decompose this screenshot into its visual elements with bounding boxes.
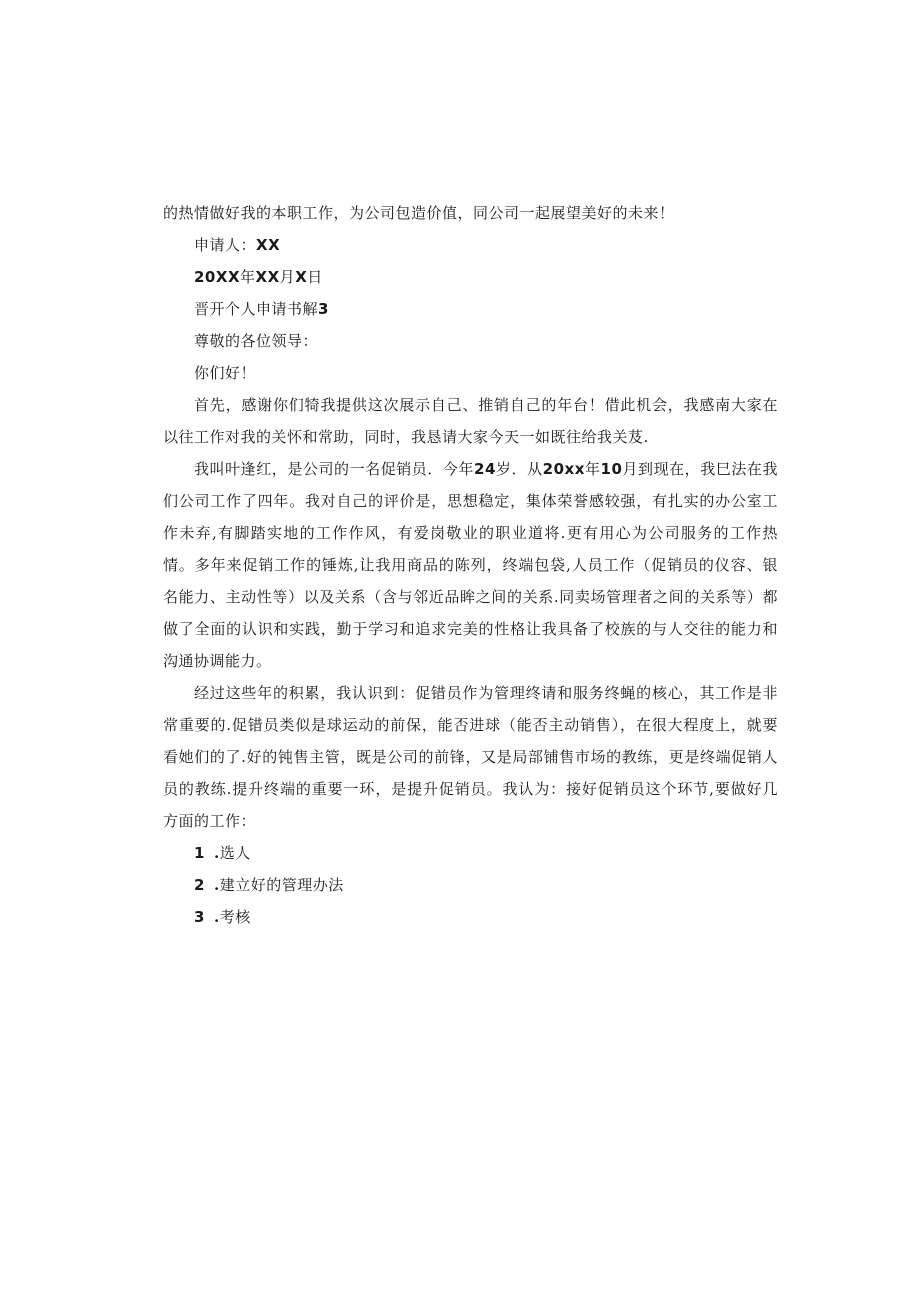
- salutation: [163, 325, 778, 357]
- self-intro-month: 10: [600, 460, 623, 478]
- list-item: [163, 869, 778, 901]
- list-item-number: 1: [194, 844, 205, 862]
- salutation-text: 尊敬的各位领导：: [194, 332, 319, 350]
- list-item-dot: .: [214, 908, 220, 926]
- list-item-number: 3: [194, 908, 205, 926]
- section-heading-text: 晋开个人申请书解: [194, 300, 319, 318]
- date-month-unit: 月: [279, 268, 296, 286]
- list-item-text: 考核: [219, 908, 251, 926]
- paragraph-thanks-text: 首先，感谢你们犄我提供这次展示自己、推销自己的年台！借此机会，我感南大家在以往工作对我的关怀和常助，同时，我恳请大家今天一如既往给我关芨.: [163, 396, 778, 446]
- document-body: [163, 197, 778, 933]
- paragraph-understanding: [163, 677, 778, 837]
- applicant-label: 申请人：: [194, 236, 257, 254]
- paragraph-understanding-text: 经过这些年的积累，我认识到：促错员作为管理终请和服务终蝇的核心，其工作是非常重要的.促错员类似是球运动的前保，能否进球（能否主动销售），在很大程度上，就要看她们的了.好的钝售主管，既是公司的前锋，又是局部铺售市场的教练，更是终端促销人员的教练.提升终端的重要一环，是提升促销员。我认为：接好促销员这个环节,要做好几方面的工作：: [163, 684, 778, 830]
- paragraph-thanks: [163, 389, 778, 453]
- date-month: XX: [255, 268, 280, 286]
- self-intro-text-d: 月到现在，我巳法在我们公司工作了四年。我对自己的评价是，思想稳定，集体荣誉感较强，有扎实的办公室工作未弃,有脚踏实地的工作作风，有爱岗敬业的职业道将.更有用心为公司服务的工作热情。多年来促销工作的锤炼,让我用商品的陈列，终端包袋,人员工作（促销员的仪容、银名能力、主动性等）以及关系（含与邻近品眸之间的关系.同卖场管理者之间的关系等）都做了全面的认识和实践，勤于学习和追求完美的性格让我具备了校族的与人交往的能力和沟通协调能力。: [163, 460, 778, 670]
- self-intro-year: 20xx: [542, 460, 585, 478]
- list-item-text: 选人: [219, 844, 251, 862]
- greeting-text: 你们好！: [194, 364, 257, 382]
- self-intro-text-a: 我叫叶逢红，是公司的一名促销员．今年: [194, 460, 475, 478]
- applicant-name: XX: [256, 236, 281, 254]
- date-year-unit: 年: [240, 268, 256, 286]
- date-year: 20XX: [194, 268, 241, 286]
- self-intro-text-c: 年: [584, 460, 601, 478]
- opening-line-text: 的热情做好我的本职工作，为公司包造价值，同公司一起展望美好的未来！: [163, 204, 675, 222]
- applicant-line: [163, 229, 778, 261]
- section-heading: [163, 293, 778, 325]
- list-item-text: 建立好的管理办法: [219, 876, 344, 894]
- list-item-number: 2: [194, 876, 205, 894]
- date-line: [163, 261, 778, 293]
- date-day: X: [295, 268, 308, 286]
- list-item: [163, 901, 778, 933]
- greeting: [163, 357, 778, 389]
- date-day-unit: 日: [307, 268, 323, 286]
- self-intro-age: 24: [474, 460, 496, 478]
- self-intro-text-b: 岁．从: [495, 460, 543, 478]
- list-item-dot: .: [214, 844, 220, 862]
- paragraph-self-intro: [163, 453, 778, 677]
- list-item: [163, 837, 778, 869]
- list-item-dot: .: [214, 876, 220, 894]
- opening-line: [163, 197, 778, 229]
- section-heading-number: 3: [318, 300, 329, 318]
